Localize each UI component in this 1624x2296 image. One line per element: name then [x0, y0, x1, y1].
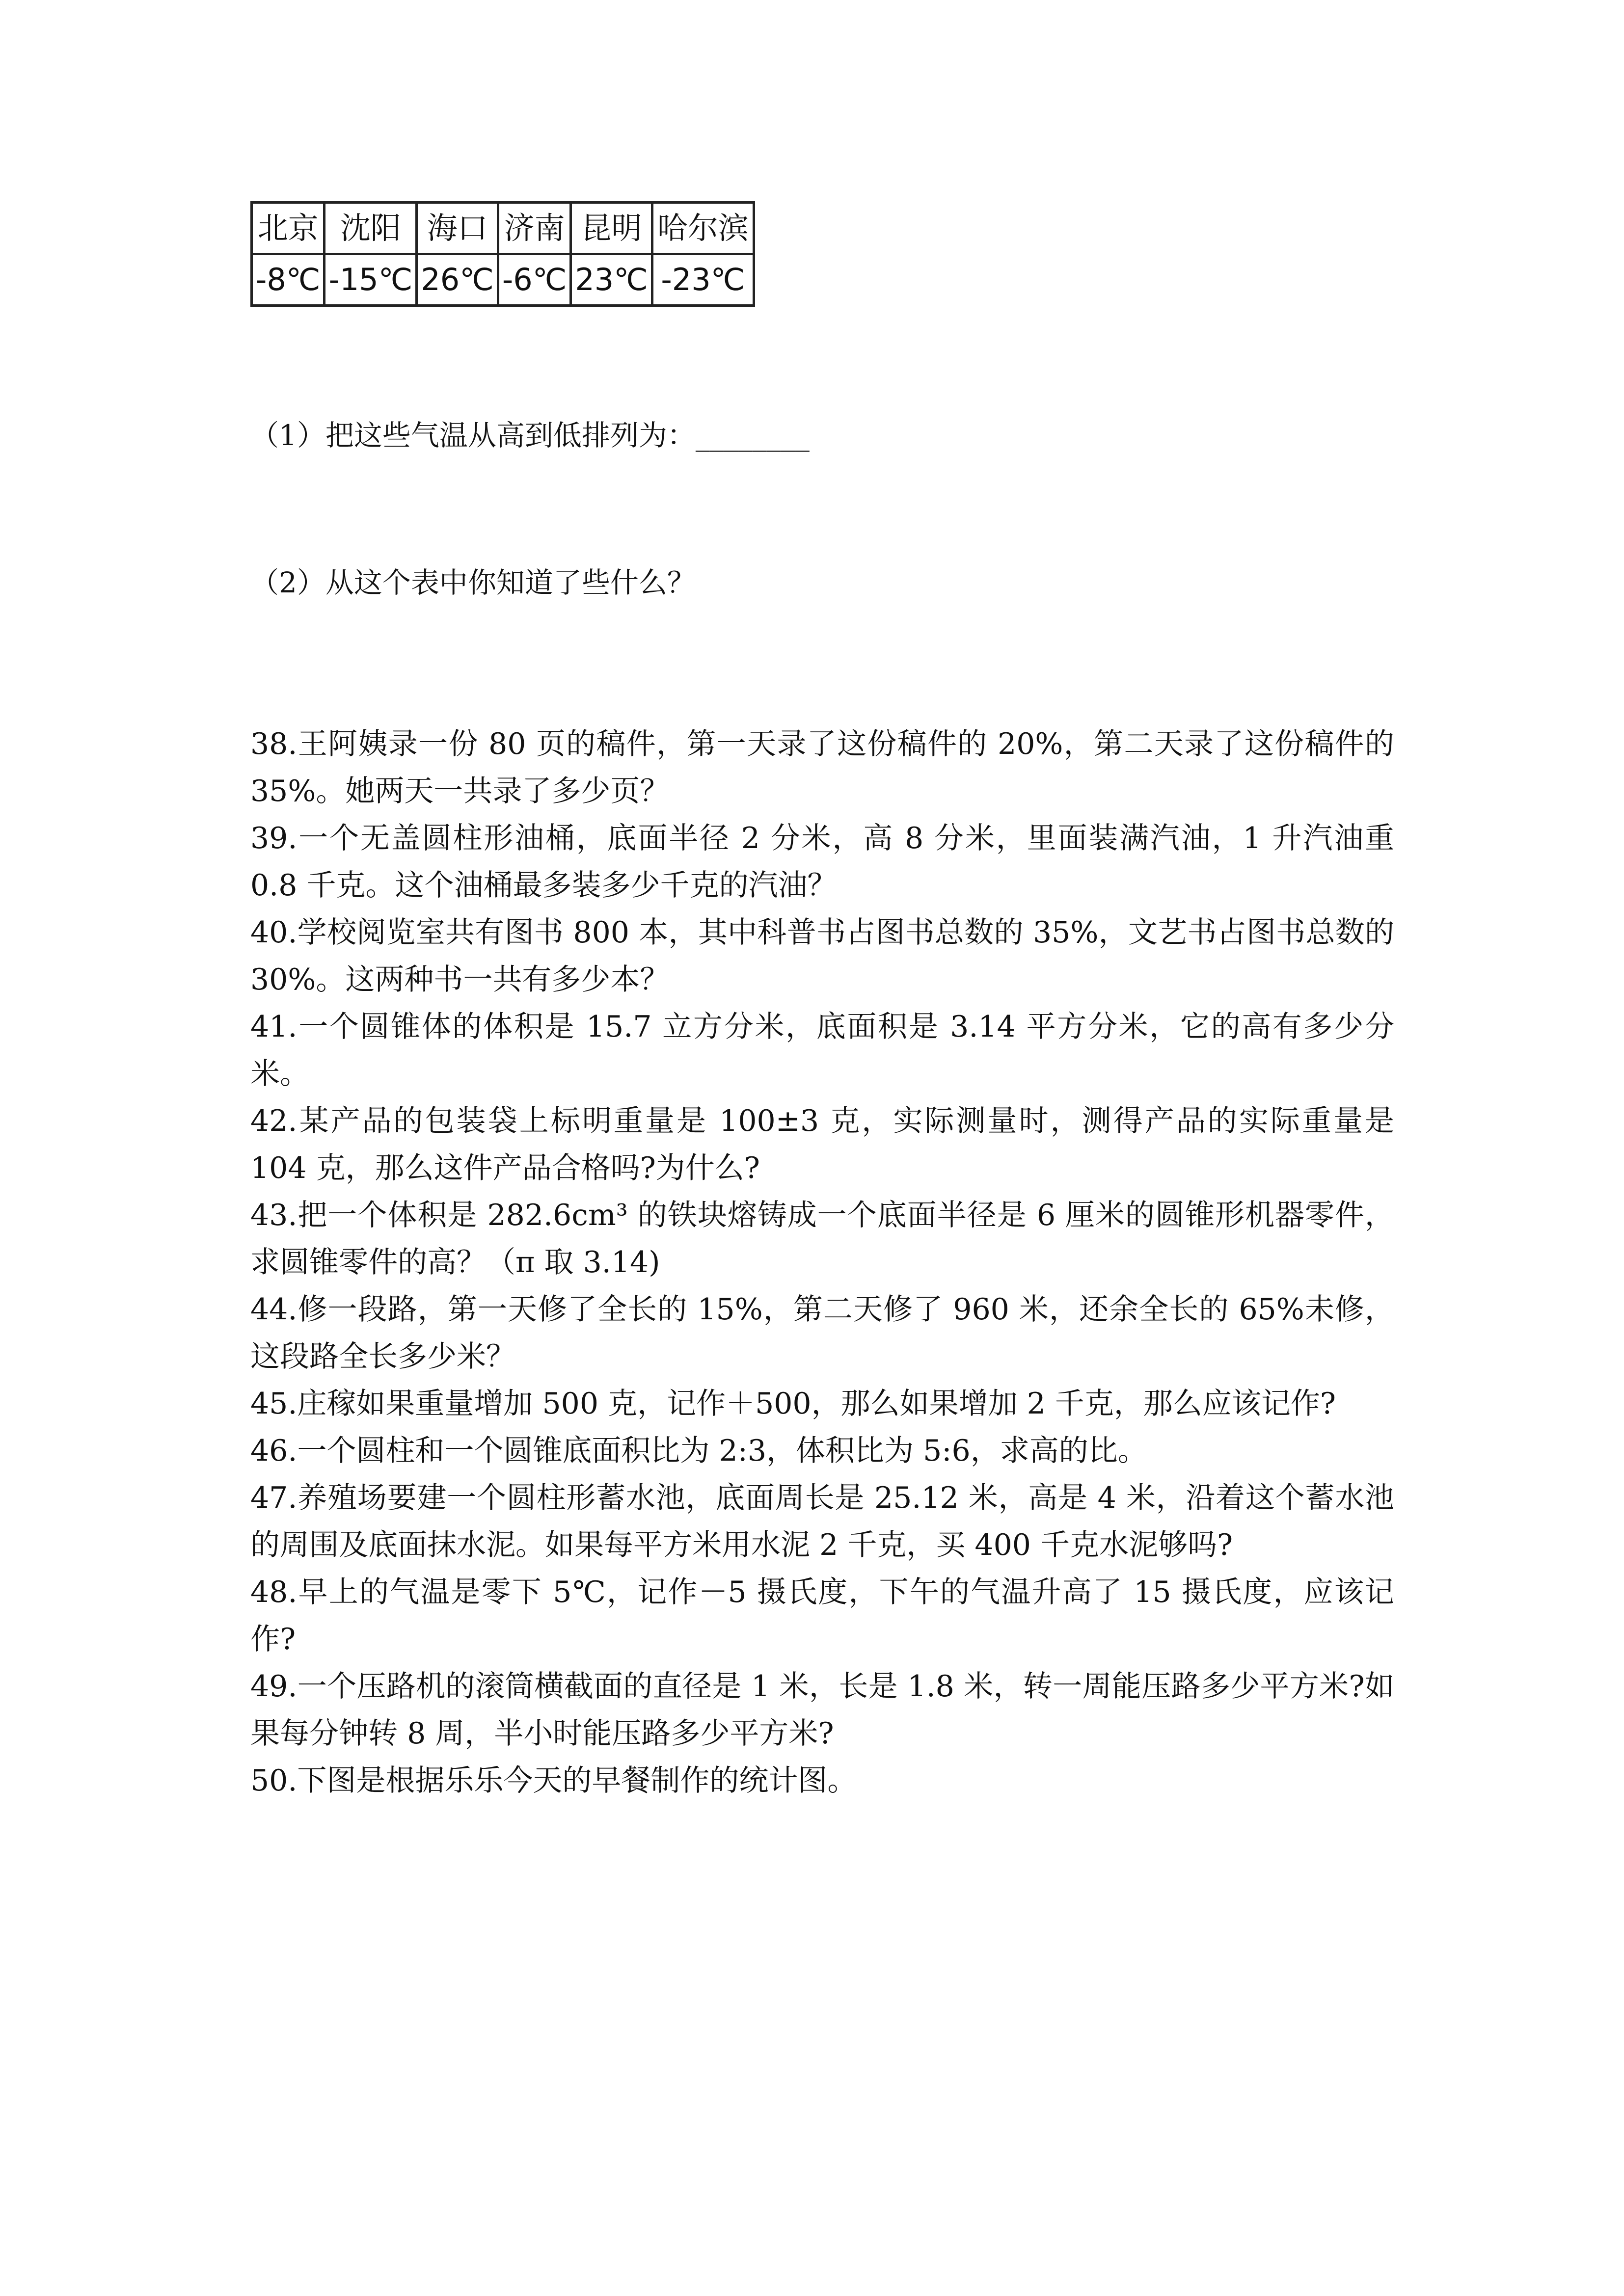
- question-40: 40.学校阅览室共有图书 800 本，其中科普书占图书总数的 35%，文艺书占图书总数的 30%。这两种书一共有多少本？: [250, 915, 1394, 997]
- temperature-cell: -15℃: [325, 254, 417, 306]
- question-38: 38.王阿姨录一份 80 页的稿件，第一天录了这份稿件的 20%，第二天录了这份稿件的 35%。她两天一共录了多少页？: [250, 727, 1394, 808]
- temperature-cell: -6℃: [498, 254, 570, 306]
- question-42: 42.某产品的包装袋上标明重量是 100±3 克，实际测量时，测得产品的实际重量是 104 克，那么这件产品合格吗?为什么?: [250, 1104, 1394, 1185]
- temperature-table: [250, 201, 755, 307]
- question-45: 45.庄稼如果重量增加 500 克，记作＋500，那么如果增加 2 千克，那么应该记作?: [250, 1387, 1336, 1421]
- city-cell: 昆明: [571, 203, 652, 254]
- question-41: 41.一个圆锥体的体积是 15.7 立方分米，底面积是 3.14 平方分米，它的高有多少分米。: [250, 1010, 1394, 1091]
- question-39: 39.一个无盖圆柱形油桶，底面半径 2 分米，高 8 分米，里面装满汽油，1 升汽油重 0.8 千克。这个油桶最多装多少千克的汽油？: [250, 821, 1394, 903]
- sub-question-1: （1）把这些气温从高到低排列为：________: [250, 419, 810, 452]
- question-46: 46.一个圆柱和一个圆锥底面积比为 2:3，体积比为 5:6，求高的比。: [250, 1434, 1147, 1468]
- temperature-row: [252, 254, 754, 306]
- city-cell: 哈尔滨: [652, 203, 754, 254]
- temperature-cell: -23℃: [652, 254, 754, 306]
- question-50: 50.下图是根据乐乐今天的早餐制作的统计图。: [250, 1763, 857, 1798]
- city-cell: 沈阳: [325, 203, 417, 254]
- city-cell: 北京: [252, 203, 325, 254]
- temperature-cell: -8℃: [252, 254, 325, 306]
- question-44: 44.修一段路，第一天修了全长的 15%，第二天修了 960 米，还余全长的 65%未修，这段路全长多少米？: [250, 1292, 1394, 1374]
- question-48: 48.早上的气温是零下 5℃，记作－5 摄氏度，下午的气温升高了 15 摄氏度，应该记作?: [250, 1575, 1394, 1656]
- question-list: [250, 721, 1394, 1804]
- question-49: 49.一个压路机的滚筒横截面的直径是 1 米，长是 1.8 米，转一周能压路多少平方米?如果每分钟转 8 周，半小时能压路多少平方米?: [250, 1669, 1394, 1751]
- question-43: 43.把一个体积是 282.6cm³ 的铁块熔铸成一个底面半径是 6 厘米的圆锥形机器零件，求圆锥零件的高？（π 取 3.14): [250, 1198, 1394, 1280]
- question-47: 47.养殖场要建一个圆柱形蓄水池，底面周长是 25.12 米，高是 4 米，沿着这个蓄水池的周围及底面抹水泥。如果每平方米用水泥 2 千克，买 400 千克水泥够吗?: [250, 1481, 1394, 1562]
- city-cell: 海口: [417, 203, 498, 254]
- sub-question-2: （2）从这个表中你知道了些什么？: [250, 566, 696, 599]
- temperature-cell: 26℃: [417, 254, 498, 306]
- city-cell: 济南: [498, 203, 570, 254]
- temperature-cell: 23℃: [571, 254, 652, 306]
- city-row: [252, 203, 754, 254]
